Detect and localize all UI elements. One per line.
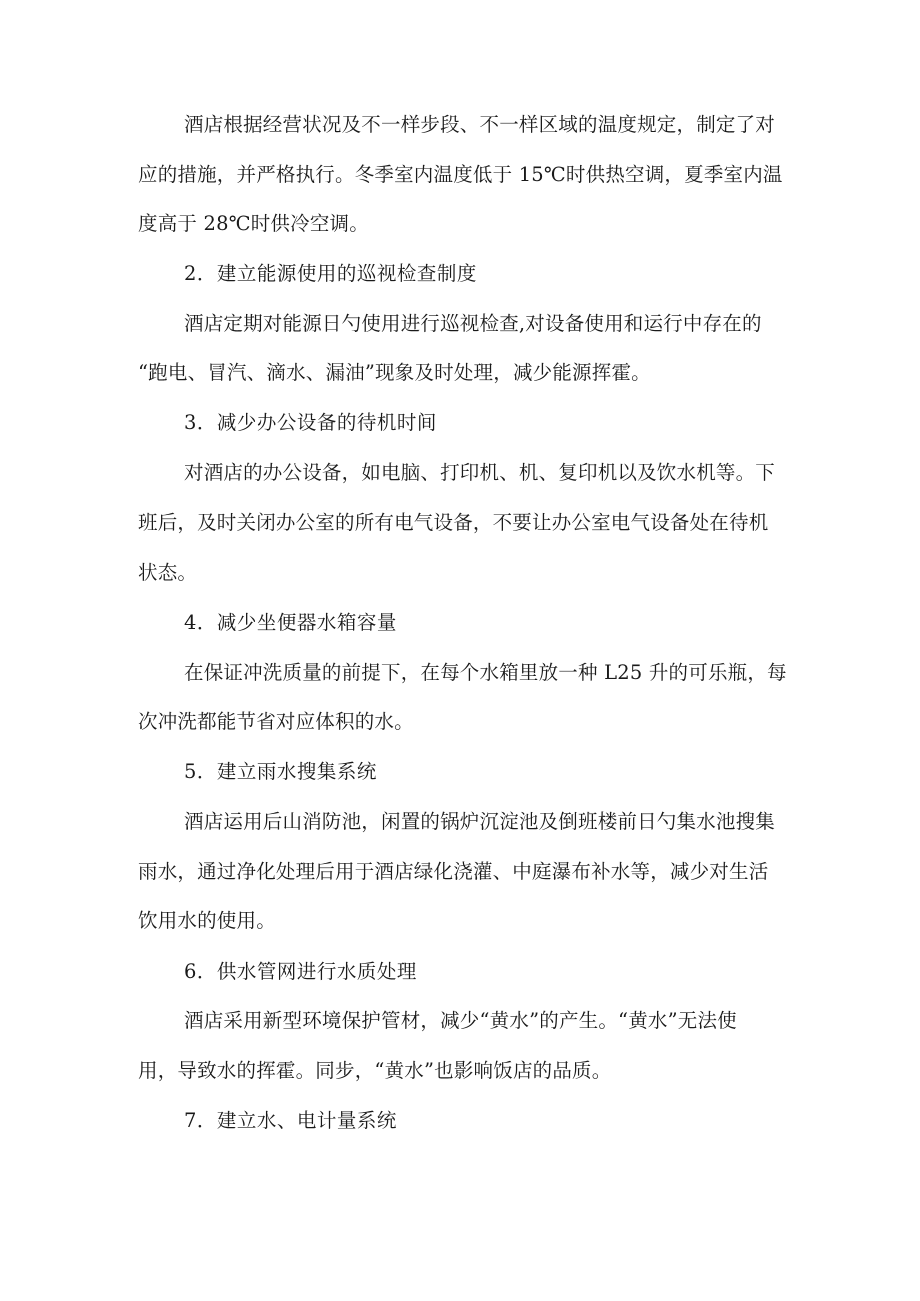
paragraph-line: 次冲洗都能节省对应体积的水。 [138,710,414,733]
paragraph-line: 用，导致水的挥霍。同步，“黄水”也影响饭店的品质。 [138,1059,612,1082]
heading-3: 3．减少办公设备的待机时间 [184,411,437,434]
paragraph-line: 饮用水的使用。 [138,909,276,932]
paragraph-line: 班后，及时关闭办公室的所有电气设备，不要让办公室电气设备处在待机 [138,511,769,534]
paragraph-line: 酒店采用新型环境保护管材，减少“黄水”的产生。“黄水”无法使 [184,1009,737,1032]
heading-7: 7．建立水、电计量系统 [184,1109,397,1132]
paragraph-line: 度高于 28℃时供冷空调。 [138,212,369,235]
heading-6: 6．供水管网进行水质处理 [184,960,417,983]
paragraph-line: 在保证冲洗质量的前提下，在每个水箱里放一种 L25 升的可乐瓶，每 [184,661,787,684]
heading-4: 4．减少坐便器水箱容量 [184,611,397,634]
paragraph-line: 酒店定期对能源日勺使用进行巡视检查,对设备使用和运行中存在的 [184,312,762,335]
paragraph-line: “跑电、冒汽、滴水、漏油”现象及时处理，减少能源挥霍。 [138,361,651,384]
heading-2: 2．建立能源使用的巡视检查制度 [184,262,477,285]
paragraph-line: 状态。 [138,561,198,584]
heading-5: 5．建立雨水搜集系统 [184,760,377,783]
paragraph-line: 雨水，通过净化处理后用于酒店绿化浇灌、中庭瀑布补水等，减少对生活 [138,860,769,883]
paragraph-line: 应的措施，并严格执行。冬季室内温度低于 15℃时供热空调，夏季室内温 [138,163,783,186]
paragraph-line: 对酒店的办公设备，如电脑、打印机、机、复印机以及饮水机等。下 [184,461,776,484]
paragraph-line: 酒店运用后山消防池，闲置的锅炉沉淀池及倒班楼前日勺集水池搜集 [184,810,776,833]
paragraph-line: 酒店根据经营状况及不一样步段、不一样区域的温度规定，制定了对 [184,113,776,136]
